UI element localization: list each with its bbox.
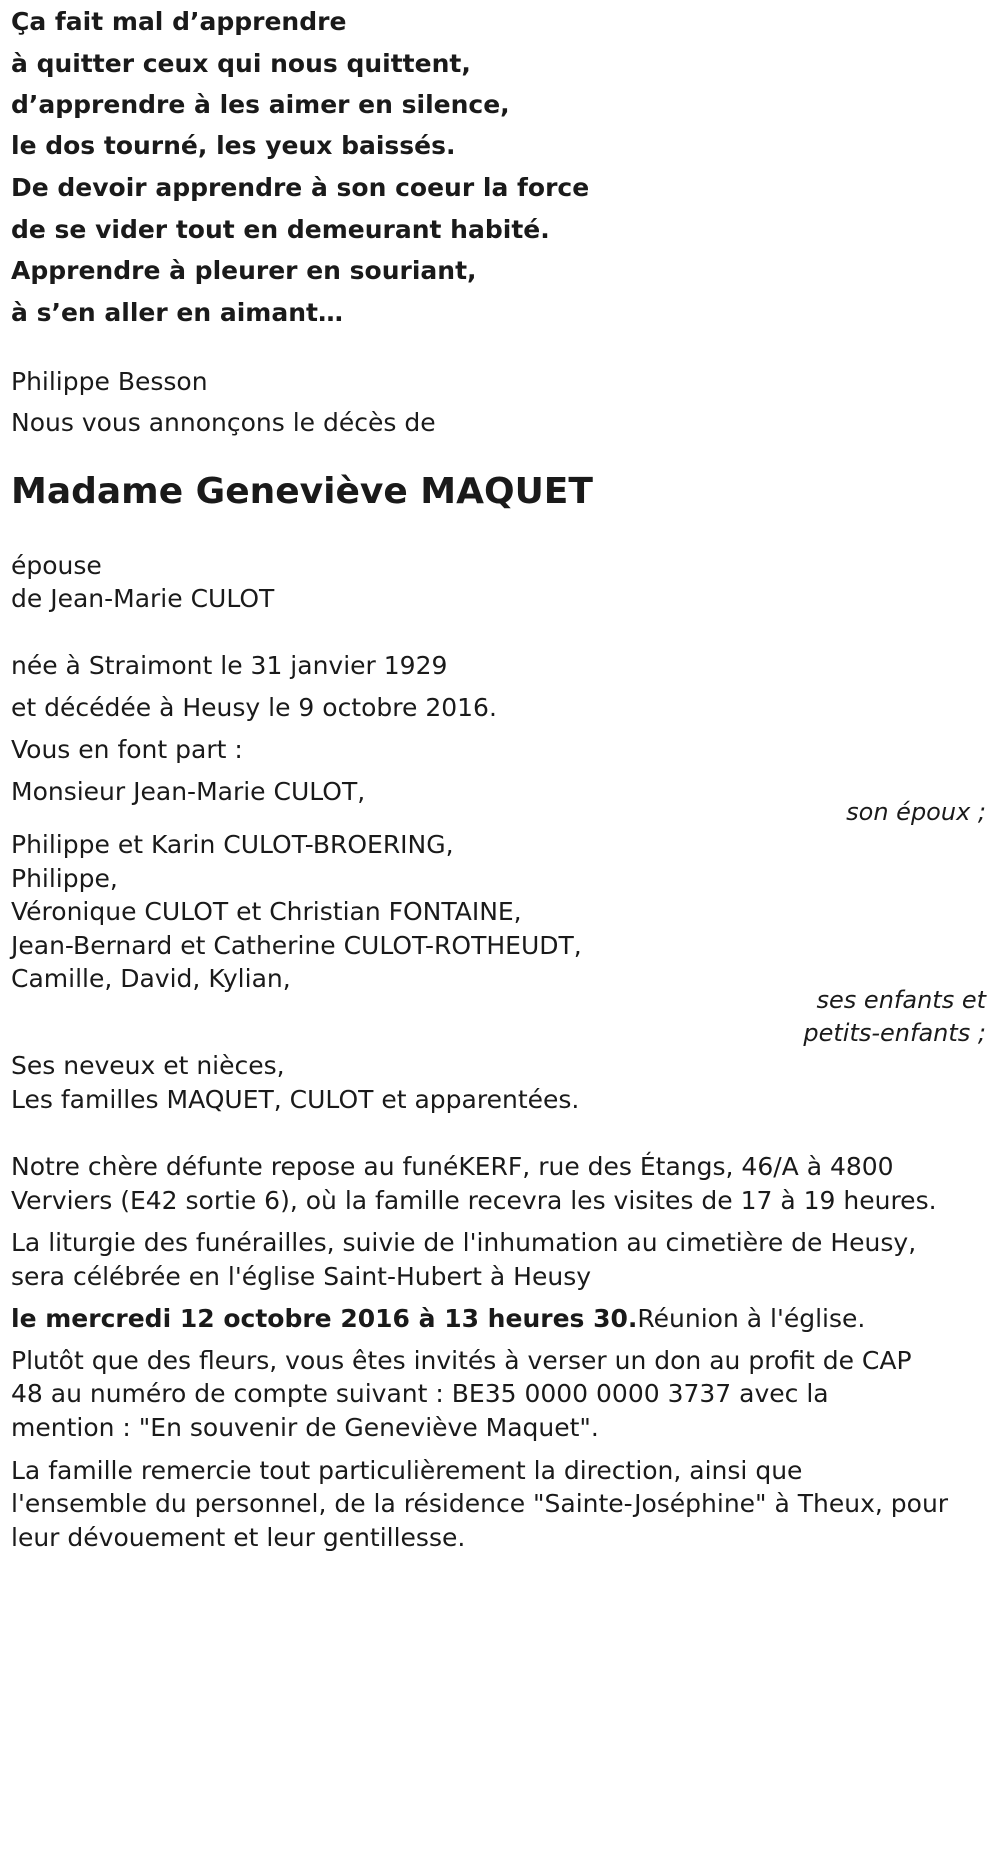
thanks-line: La famille remercie tout particulièrement la direction, ainsi que bbox=[11, 1456, 803, 1485]
poem-line: d’apprendre à les aimer en silence, bbox=[11, 90, 510, 119]
liturgy-line: sera célébrée en l'église Saint-Hubert à Heusy bbox=[11, 1262, 592, 1291]
poem-line: le dos tourné, les yeux baissés. bbox=[11, 131, 456, 160]
husband-role: son époux ; bbox=[846, 798, 986, 826]
spouse-intro: épouse bbox=[11, 551, 102, 580]
poem-line: de se vider tout en demeurant habité. bbox=[11, 215, 550, 244]
husband-name: Monsieur Jean-Marie CULOT, bbox=[11, 777, 366, 806]
share-intro: Vous en font part : bbox=[11, 735, 243, 764]
poem-line: Apprendre à pleurer en souriant, bbox=[11, 256, 477, 285]
ceremony-date: le mercredi 12 octobre 2016 à 13 heures 30. bbox=[11, 1304, 638, 1333]
poem-author: Philippe Besson bbox=[11, 367, 208, 396]
ceremony-line bbox=[11, 1304, 865, 1334]
poem-line: De devoir apprendre à son coeur la force bbox=[11, 173, 590, 202]
thanks-line: l'ensemble du personnel, de la résidence "Sainte-Joséphine" à Theux, pour bbox=[11, 1489, 949, 1518]
family-member: Camille, David, Kylian, bbox=[11, 964, 291, 993]
thanks-line: leur dévouement et leur gentillesse. bbox=[11, 1523, 466, 1552]
poem-line: à s’en aller en aimant… bbox=[11, 298, 343, 327]
death-info: et décédée à Heusy le 9 octobre 2016. bbox=[11, 693, 497, 722]
liturgy-line: La liturgie des funérailles, suivie de l'inhumation au cimetière de Heusy, bbox=[11, 1228, 917, 1257]
repose-line: Notre chère défunte repose au funéKERF, rue des Étangs, 46/A à 4800 bbox=[11, 1152, 894, 1181]
family-member: Véronique CULOT et Christian FONTAINE, bbox=[11, 897, 522, 926]
poem-line: à quitter ceux qui nous quittent, bbox=[11, 49, 471, 78]
family-member: Philippe et Karin CULOT-BROERING, bbox=[11, 830, 454, 859]
relatives-line: Ses neveux et nièces, bbox=[11, 1051, 285, 1080]
spouse-name: de Jean-Marie CULOT bbox=[11, 584, 275, 613]
family-member: Jean-Bernard et Catherine CULOT-ROTHEUDT, bbox=[11, 931, 582, 960]
announcement: Nous vous annonçons le décès de bbox=[11, 408, 436, 437]
deceased-name: Madame Geneviève MAQUET bbox=[11, 471, 593, 512]
poem-line: Ça fait mal d’apprendre bbox=[11, 7, 347, 36]
children-role: petits-enfants ; bbox=[803, 1019, 986, 1047]
donation-line: mention : "En souvenir de Geneviève Maquet". bbox=[11, 1413, 599, 1442]
donation-line: 48 au numéro de compte suivant : BE35 0000 0000 3737 avec la bbox=[11, 1379, 829, 1408]
repose-line: Verviers (E42 sortie 6), où la famille recevra les visites de 17 à 19 heures. bbox=[11, 1186, 937, 1215]
relatives-line: Les familles MAQUET, CULOT et apparentées. bbox=[11, 1085, 580, 1114]
children-role: ses enfants et bbox=[816, 986, 986, 1014]
ceremony-meeting: Réunion à l'église. bbox=[637, 1304, 866, 1333]
birth-info: née à Straimont le 31 janvier 1929 bbox=[11, 651, 448, 680]
family-member: Philippe, bbox=[11, 864, 118, 893]
donation-line: Plutôt que des fleurs, vous êtes invités à verser un don au profit de CAP bbox=[11, 1346, 912, 1375]
